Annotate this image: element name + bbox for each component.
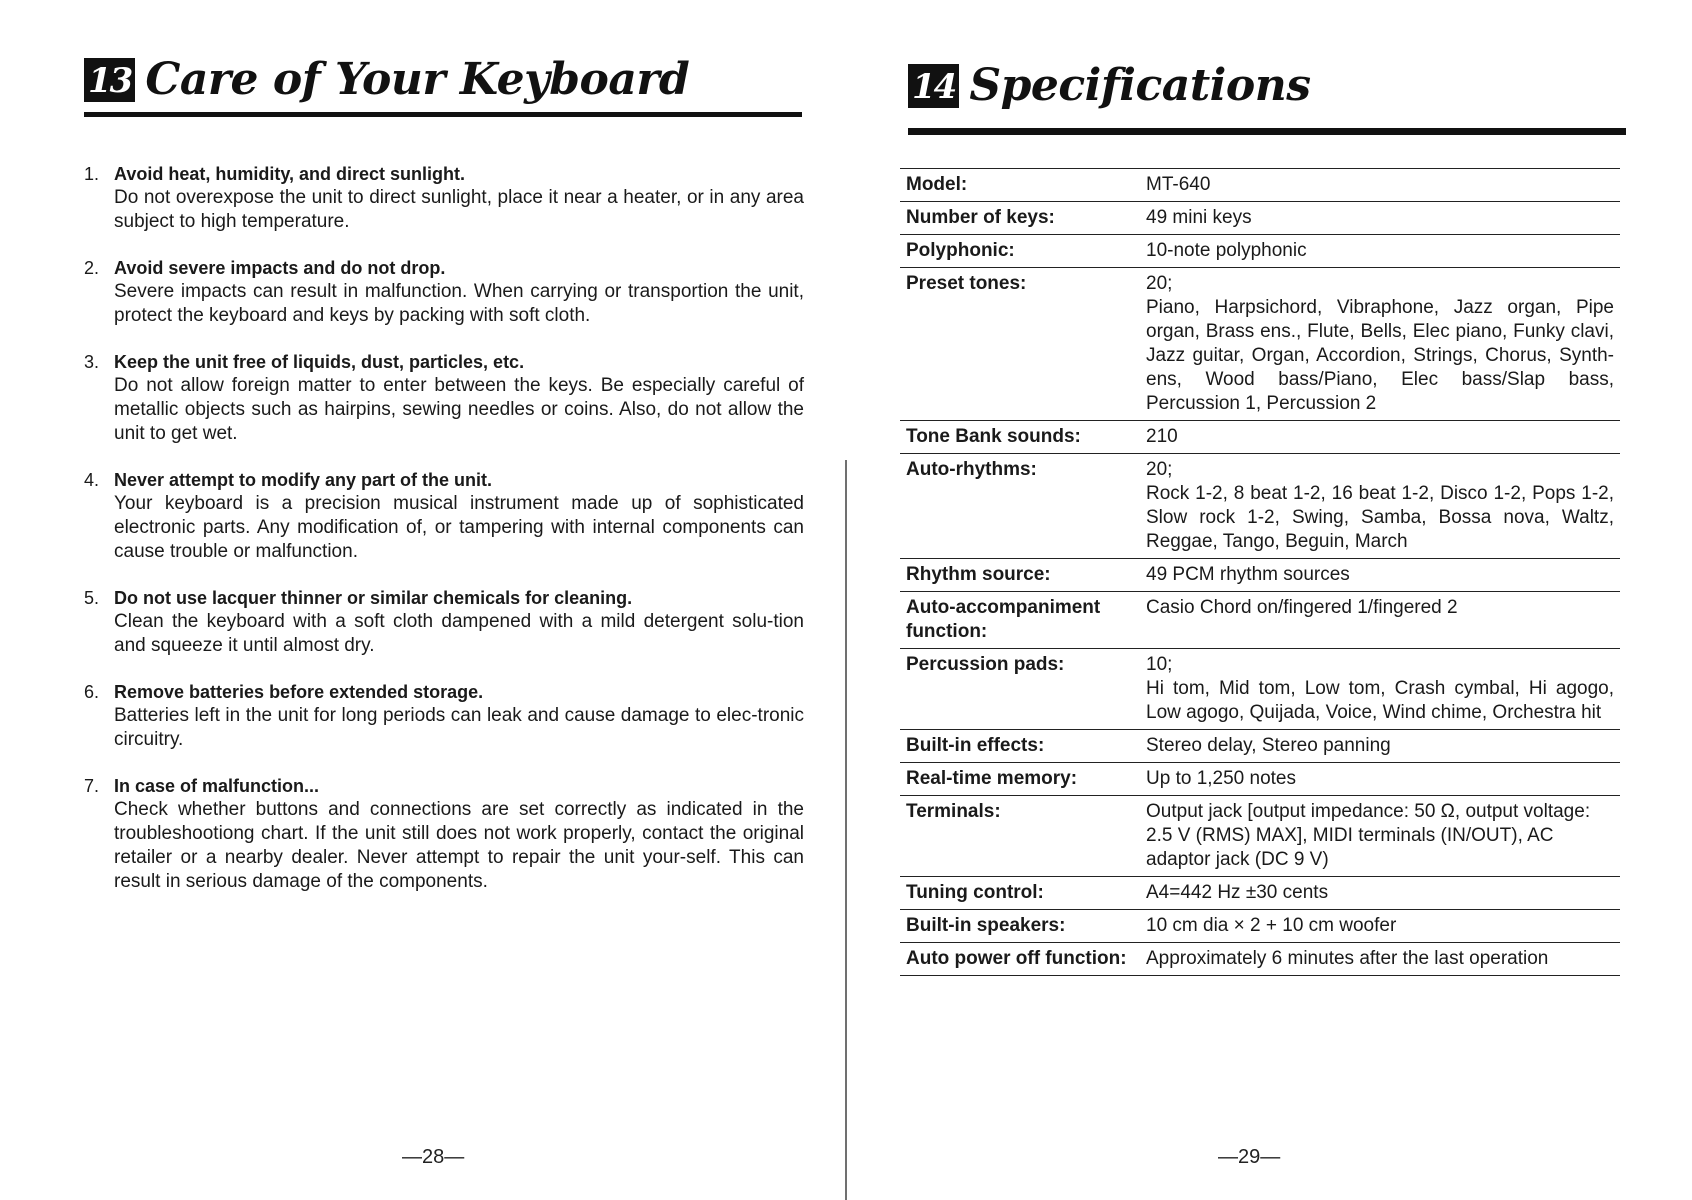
spec-label: Tuning control: <box>900 877 1140 910</box>
spec-value-cell <box>1140 763 1620 796</box>
spec-value-cell <box>1140 421 1620 454</box>
care-item <box>84 256 804 328</box>
spec-value: Piano, Harpsichord, Vibraphone, Jazz organ, Pipe organ, Brass ens., Flute, Bells, Elec piano, Funky clavi, Jazz guitar, Organ, Accordion, Strings, Chorus, Synth-ens, Wood bass/Piano, Elec bass/Slap bass, Percussion 1, Percussion 2 <box>1146 297 1614 414</box>
title-underline <box>908 128 1626 135</box>
left-page <box>0 0 846 1188</box>
spec-value: 49 PCM rhythm sources <box>1146 564 1350 585</box>
spec-label: Real-time memory: <box>900 763 1140 796</box>
spec-row <box>900 592 1620 649</box>
item-text: Check whether buttons and connections are set correctly as indicated in the troubleshootiong chart. If the unit still does not work properly, contact the original retailer or a nearby dealer. Never attempt to repair the unit your-self. This can result in serious damage of the components. <box>114 799 804 892</box>
item-text: Severe impacts can result in malfunction. When carrying or transportion the unit, protect the keyboard and keys by packing with soft cloth. <box>114 281 804 326</box>
spec-label: Rhythm source: <box>900 559 1140 592</box>
item-text: Do not overexpose the unit to direct sunlight, place it near a heater, or in any area subject to high temperature. <box>114 187 804 232</box>
title-underline <box>84 112 802 117</box>
item-heading: Do not use lacquer thinner or similar chemicals for cleaning. <box>114 588 633 608</box>
spec-value: Casio Chord on/fingered 1/fingered 2 <box>1146 597 1458 618</box>
item-text: Do not allow foreign matter to enter between the keys. Be especially careful of metallic objects such as hairpins, sewing needles or coins. Also, do not allow the unit to get wet. <box>114 375 804 444</box>
care-item <box>84 774 804 894</box>
item-text: Batteries left in the unit for long periods can leak and cause damage to elec-tronic circuitry. <box>114 705 804 750</box>
spec-row <box>900 763 1620 796</box>
spec-value-cell <box>1140 910 1620 943</box>
specs-section-header <box>908 60 1311 111</box>
item-body <box>114 350 804 446</box>
item-number: 7. <box>84 776 100 796</box>
item-text: Clean the keyboard with a soft cloth dampened with a mild detergent solu-tion and squeeze it until almost dry. <box>114 611 804 656</box>
spec-row <box>900 235 1620 268</box>
item-number: 3. <box>84 352 100 372</box>
spec-value-cell <box>1140 454 1620 559</box>
care-item <box>84 468 804 564</box>
spec-value-cell <box>1140 169 1620 202</box>
spec-row <box>900 649 1620 730</box>
spec-row <box>900 559 1620 592</box>
spec-value: Rock 1-2, 8 beat 1-2, 16 beat 1-2, Disco 1-2, Pops 1-2, Slow rock 1-2, Swing, Samba, Bossa nova, Waltz, Reggae, Tango, Beguin, March <box>1146 483 1614 552</box>
item-number: 1. <box>84 164 100 184</box>
item-number: 6. <box>84 682 100 702</box>
spec-row <box>900 454 1620 559</box>
spec-value-cell <box>1140 559 1620 592</box>
spec-row <box>900 202 1620 235</box>
spec-value-cell <box>1140 877 1620 910</box>
item-body <box>114 162 804 234</box>
spec-label: Polyphonic: <box>900 235 1140 268</box>
spec-row <box>900 943 1620 976</box>
spec-label: Terminals: <box>900 796 1140 877</box>
page-title: Specifications <box>969 60 1311 111</box>
spec-value: 10-note polyphonic <box>1146 240 1307 261</box>
spec-row <box>900 421 1620 454</box>
spec-value-cell <box>1140 943 1620 976</box>
item-number: 4. <box>84 470 100 490</box>
spec-value-cell <box>1140 202 1620 235</box>
spec-label: Built-in speakers: <box>900 910 1140 943</box>
spec-label: Preset tones: <box>900 268 1140 421</box>
spec-value: 10 cm dia × 2 + 10 cm woofer <box>1146 915 1397 936</box>
spec-value-cell <box>1140 592 1620 649</box>
item-body <box>114 774 804 894</box>
spec-value: MT-640 <box>1146 174 1211 195</box>
spec-label: Auto-rhythms: <box>900 454 1140 559</box>
spec-count: 20; <box>1146 459 1173 480</box>
spec-value-cell <box>1140 796 1620 877</box>
item-heading: Never attempt to modify any part of the unit. <box>114 470 493 490</box>
item-body <box>114 256 804 328</box>
spec-value: A4=442 Hz ±30 cents <box>1146 882 1329 903</box>
spec-row <box>900 877 1620 910</box>
spec-row <box>900 268 1620 421</box>
care-item <box>84 162 804 234</box>
care-item <box>84 350 804 446</box>
section-number-badge: 14 <box>908 64 959 108</box>
spec-count: 10; <box>1146 654 1173 675</box>
spec-value: 210 <box>1146 426 1178 447</box>
care-section-header <box>84 54 690 105</box>
spec-row <box>900 796 1620 877</box>
care-item <box>84 586 804 658</box>
page-title: Care of Your Keyboard <box>145 54 690 105</box>
spec-value: Hi tom, Mid tom, Low tom, Crash cymbal, Hi agogo, Low agogo, Quijada, Voice, Wind chime, Orchestra hit <box>1146 678 1614 723</box>
spec-value: Approximately 6 minutes after the last operation <box>1146 948 1549 969</box>
spec-label: Model: <box>900 169 1140 202</box>
item-heading: Avoid severe impacts and do not drop. <box>114 258 446 278</box>
item-heading: Avoid heat, humidity, and direct sunlight. <box>114 164 466 184</box>
item-text: Your keyboard is a precision musical instrument made up of sophisticated electronic parts. Any modification of, or tampering with internal components can cause trouble or malfunction. <box>114 493 804 562</box>
item-heading: Remove batteries before extended storage. <box>114 682 484 702</box>
spec-label: Tone Bank sounds: <box>900 421 1140 454</box>
spec-value-cell <box>1140 268 1620 421</box>
spec-count: 20; <box>1146 273 1173 294</box>
spec-value: Stereo delay, Stereo panning <box>1146 735 1391 756</box>
spec-value: Up to 1,250 notes <box>1146 768 1296 789</box>
care-item <box>84 680 804 752</box>
spec-value: 49 mini keys <box>1146 207 1252 228</box>
spec-row <box>900 169 1620 202</box>
item-number: 2. <box>84 258 100 278</box>
spec-label: Auto power off function: <box>900 943 1140 976</box>
spec-value: Output jack [output impedance: 50 Ω, output voltage: 2.5 V (RMS) MAX], MIDI terminals (IN/OUT), AC adaptor jack (DC 9 V) <box>1146 801 1591 870</box>
spec-label: Built-in effects: <box>900 730 1140 763</box>
spec-row <box>900 730 1620 763</box>
page-number: —28— <box>402 1146 465 1168</box>
section-number-badge: 13 <box>84 58 135 102</box>
spec-label: Auto-accompaniment function: <box>900 592 1140 649</box>
item-body <box>114 468 804 564</box>
spec-value-cell <box>1140 730 1620 763</box>
spec-row <box>900 910 1620 943</box>
page-number: —29— <box>1218 1146 1281 1168</box>
spec-value-cell <box>1140 649 1620 730</box>
spec-value-cell <box>1140 235 1620 268</box>
specifications-table <box>900 168 1620 976</box>
item-heading: In case of malfunction... <box>114 776 320 796</box>
spec-label: Percussion pads: <box>900 649 1140 730</box>
care-list <box>84 162 804 916</box>
item-heading: Keep the unit free of liquids, dust, particles, etc. <box>114 352 525 372</box>
item-body <box>114 680 804 752</box>
item-body <box>114 586 804 658</box>
item-number: 5. <box>84 588 100 608</box>
spec-label: Number of keys: <box>900 202 1140 235</box>
